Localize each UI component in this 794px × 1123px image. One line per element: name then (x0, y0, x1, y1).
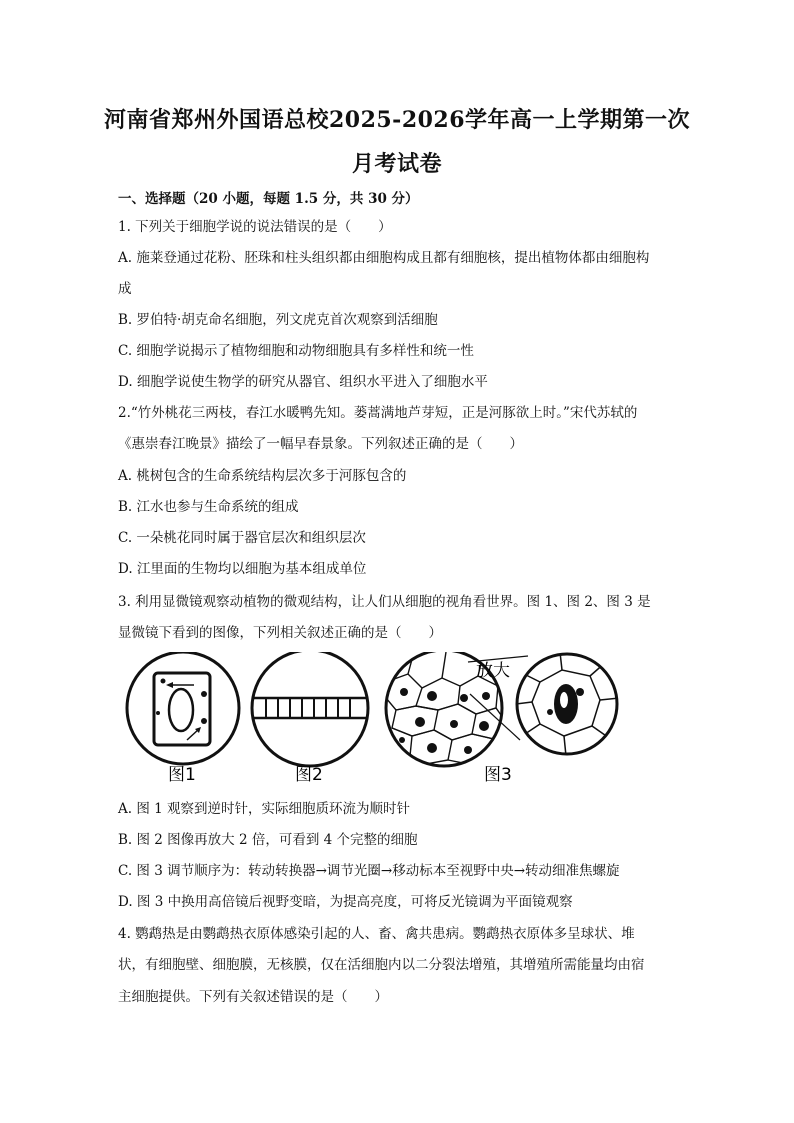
q1-option-a-cont: 成 (118, 281, 132, 297)
q1-option-a: A. 施莱登通过花粉、胚珠和柱头组织都由细胞构成且都有细胞核，提出植物体都由细胞构 (118, 250, 650, 266)
figure-3-label: 图3 (484, 765, 512, 785)
q3-option-c: C. 图 3 调节顺序为：转动转换器→调节光圈→移动标本至视野中央→转动细准焦螺旋 (118, 863, 620, 879)
q3-option-d: D. 图 3 中换用高倍镜后视野变暗，为提高亮度，可将反光镜调为平面镜观察 (118, 894, 573, 910)
q3-option-b: B. 图 2 图像再放大 2 倍，可看到 4 个完整的细胞 (118, 832, 418, 848)
q2-option-c: C. 一朵桃花同时属于器官层次和组织层次 (118, 530, 366, 546)
exam-title-line1: 河南省郑州外国语总校2025-2026学年高一上学期第一次 (103, 107, 691, 133)
question-3-stem-cont: 显微镜下看到的图像，下列相关叙述正确的是（ ） (118, 625, 442, 641)
question-4-stem-end: 主细胞提供。下列有关叙述错误的是（ ） (118, 989, 388, 1005)
figure-1-label: 图1 (168, 765, 196, 785)
microscope-figures (120, 652, 640, 787)
q2-option-b: B. 江水也参与生命系统的组成 (118, 499, 299, 515)
figure-2-cell-row (252, 652, 368, 766)
question-2-stem: 2.“竹外桃花三两枝，春江水暖鸭先知。蒌蒿满地芦芽短，正是河豚欲上时。”宋代苏轼的 (118, 405, 638, 421)
q3-option-a: A. 图 1 观察到逆时针，实际细胞质环流为顺时针 (118, 801, 411, 817)
q2-option-a: A. 桃树包含的生命系统结构层次多于河豚包含的 (118, 468, 407, 484)
q1-option-d: D. 细胞学说使生物学的研究从器官、组织水平进入了细胞水平 (118, 374, 488, 390)
exam-title-line2: 月考试卷 (351, 151, 442, 177)
question-4-stem-cont: 状，有细胞壁、细胞膜，无核膜，仅在活细胞内以二分裂法增殖，其增殖所需能量均由宿 (118, 957, 645, 973)
zoom-label: 放大 (476, 661, 510, 681)
q2-option-d: D. 江里面的生物均以细胞为基本组成单位 (118, 561, 367, 577)
question-2-stem-cont: 《惠崇春江晚景》描绘了一幅早春景象。下列叙述正确的是（ ） (118, 436, 523, 452)
question-1-stem: 1. 下列关于细胞学说的说法错误的是（ ） (118, 219, 392, 235)
figure-2-label: 图2 (295, 765, 323, 785)
figure-3-high-power-view (516, 652, 620, 756)
q1-option-c: C. 细胞学说揭示了植物细胞和动物细胞具有多样性和统一性 (118, 343, 474, 359)
section-heading: 一、选择题（20 小题，每题 1.5 分，共 30 分） (118, 191, 419, 207)
question-4-stem: 4. 鹦鹉热是由鹦鹉热衣原体感染引起的人、畜、禽共患病。鹦鹉热衣原体多呈球状、堆 (118, 926, 635, 942)
question-3-stem: 3. 利用显微镜观察动植物的微观结构，让人们从细胞的视角看世界。图 1、图 2、图 3 是 (118, 594, 651, 610)
figure-1-cell-view (127, 652, 239, 764)
q1-option-b: B. 罗伯特·胡克命名细胞，列文虎克首次观察到活细胞 (118, 312, 438, 328)
